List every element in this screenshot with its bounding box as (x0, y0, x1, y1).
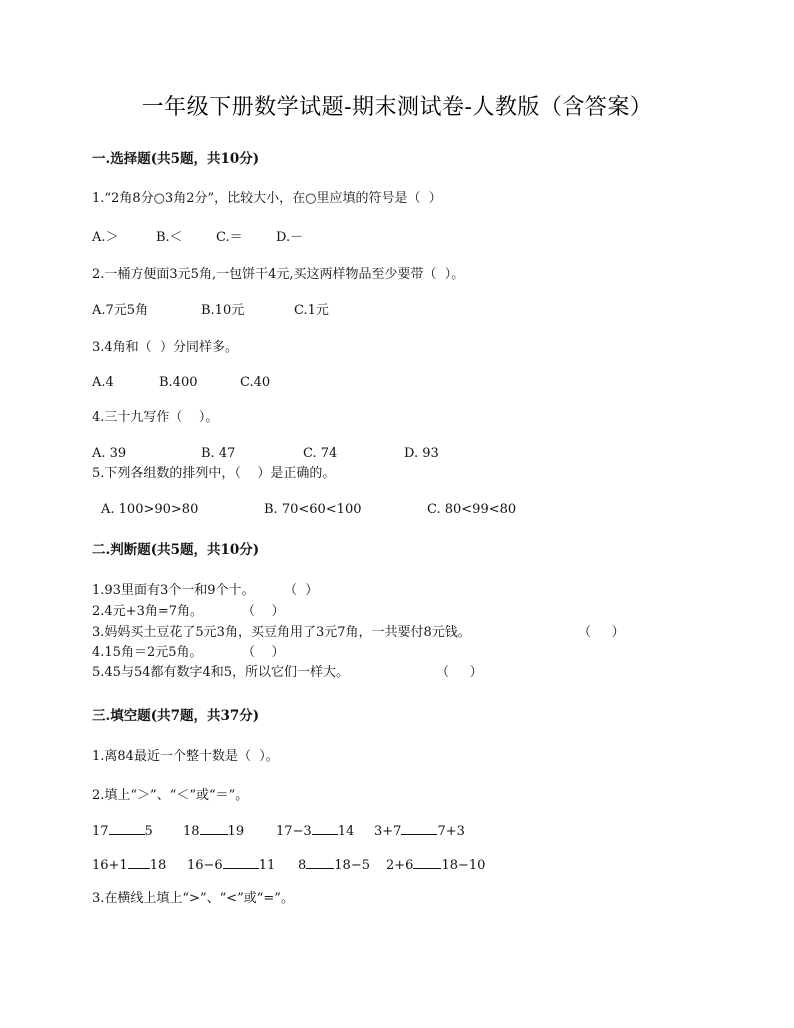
compare-left: 3+7 (374, 824, 402, 839)
answer-blank[interactable] (223, 856, 259, 869)
answer-blank[interactable] (200, 822, 228, 835)
compare-item (183, 822, 244, 841)
question-5-text: 5.下列各组数的排列中，（ ）是正确的。 (92, 466, 336, 481)
q3-option-c: C.40 (240, 375, 271, 390)
q1-option-c: C.＝ (216, 230, 243, 245)
q5-option-a: A. 100>90>80 (101, 502, 199, 517)
compare-right: 19 (227, 824, 245, 839)
compare-right: 14 (337, 824, 355, 839)
fill-question-2: 2.填上“＞”、“＜”或“＝”。 (92, 788, 249, 803)
judge-item-1: 1.93里面有3个一和9个十。 (92, 583, 255, 598)
q4-option-c: C. 74 (303, 446, 338, 461)
judge-item-5-paren: （ ） (436, 665, 483, 680)
compare-right: 11 (258, 858, 276, 873)
q4-option-a: A. 39 (92, 446, 127, 461)
judge-item-4-paren: （ ） (242, 645, 285, 660)
q2-option-c: C.1元 (294, 303, 329, 318)
compare-left: 16−6 (187, 858, 223, 873)
judge-item-2: 2.4元+3角=7角。 (92, 604, 204, 619)
section-heading-fill: 三.填空题(共7题，共37分) (92, 708, 260, 724)
judge-item-3: 3.妈妈买土豆花了5元3角，买豆角用了3元7角，一共要付8元钱。 (92, 625, 471, 640)
compare-item (298, 856, 370, 875)
answer-blank[interactable] (306, 856, 334, 869)
section-heading-judgement: 二.判断题(共5题，共10分) (92, 542, 260, 558)
judge-item-4: 4.15角＝2元5角。 (92, 645, 203, 660)
answer-blank[interactable] (413, 856, 441, 869)
q2-option-a: A.7元5角 (92, 303, 149, 318)
compare-item (92, 856, 166, 875)
judge-item-1-paren: （ ） (284, 583, 319, 598)
question-1-text: 1.“2角8分○3角2分”，比较大小，在○里应填的符号是（ ） (92, 191, 442, 206)
fill-question-1: 1.离84最近一个整十数是（ ）。 (92, 749, 279, 764)
question-3-text: 3.4角和（ ）分同样多。 (92, 340, 238, 355)
q3-option-a: A.4 (92, 375, 114, 390)
compare-item (92, 822, 153, 841)
compare-right: 18 (149, 858, 167, 873)
compare-item (374, 822, 465, 841)
compare-left: 17 (92, 824, 109, 839)
question-2-text: 2.一桶方便面3元5角,一包饼干4元,买这两样物品至少要带（ ）。 (92, 267, 465, 282)
q5-option-b: B. 70<60<100 (264, 502, 362, 517)
q3-option-b: B.400 (159, 375, 198, 390)
q4-option-b: B. 47 (201, 446, 236, 461)
fill-question-3: 3.在横线上填上“>”、“<”或“=”。 (92, 891, 294, 906)
compare-right: 18−10 (441, 858, 486, 873)
answer-blank[interactable] (312, 822, 338, 835)
page-title: 一年级下册数学试题-期末测试卷-人教版（含答案） (141, 95, 653, 120)
compare-right: 5 (144, 824, 153, 839)
compare-left: 16+1 (92, 858, 128, 873)
q4-option-d: D. 93 (404, 446, 439, 461)
q1-option-b: B.＜ (156, 230, 183, 245)
q2-option-b: B.10元 (201, 303, 245, 318)
compare-item (386, 856, 485, 875)
answer-blank[interactable] (128, 856, 150, 869)
compare-right: 18−5 (334, 858, 370, 873)
judge-item-3-paren: （ ） (578, 625, 625, 640)
answer-blank[interactable] (401, 822, 437, 835)
judge-item-5: 5.45与54都有数字4和5，所以它们一样大。 (92, 665, 350, 680)
compare-item (276, 822, 354, 841)
judge-item-2-paren: （ ） (242, 604, 285, 619)
answer-blank[interactable] (109, 822, 145, 835)
compare-left: 17−3 (276, 824, 312, 839)
compare-left: 18 (183, 824, 200, 839)
question-4-text: 4.三十九写作（ ）。 (92, 410, 219, 425)
q1-option-d: D.－ (276, 230, 304, 245)
compare-item (187, 856, 275, 875)
compare-left: 8 (298, 858, 307, 873)
q1-option-a: A.＞ (92, 230, 119, 245)
section-heading-choice: 一.选择题(共5题，共10分) (92, 151, 260, 167)
compare-left: 2+6 (386, 858, 414, 873)
compare-right: 7+3 (437, 824, 465, 839)
q5-option-c: C. 80<99<80 (427, 502, 517, 517)
